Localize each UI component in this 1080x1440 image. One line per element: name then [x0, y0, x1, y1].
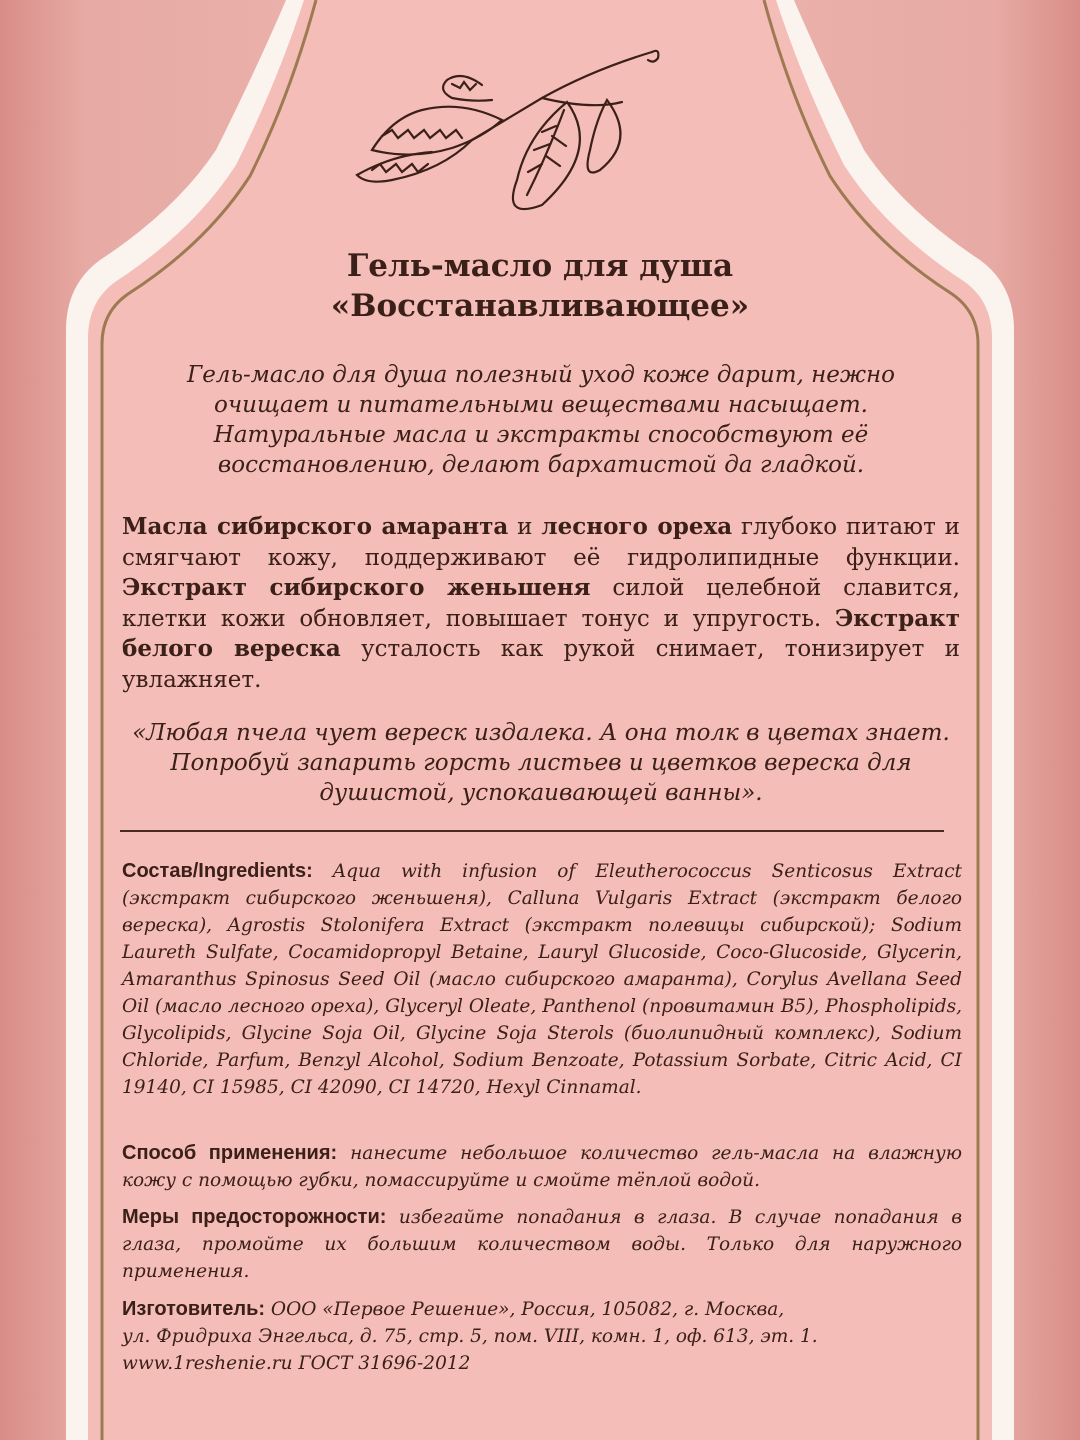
quote-paragraph: «Любая пчела чует вереск издалека. А она толк в цветах знает. Попробуй запарить горсть листьев и цветков вереска для душистой, успокаивающей ванны». — [132, 720, 950, 806]
usage-section — [122, 1140, 962, 1194]
manufacturer-label: Изготовитель: — [122, 1298, 266, 1320]
benefits-paragraph — [122, 512, 960, 695]
benefits-text: глубоко питают и смягчают кожу, поддерживают её гидролипидные функции. — [122, 514, 960, 571]
intro-paragraph: Гель-масло для душа полезный уход коже дарит, нежно очищает и питательными веществами насыщает. Натуральные масла и экстракты способствуют её восстановлению, делают бархатистой да гладкой. — [186, 362, 896, 478]
divider — [120, 830, 944, 832]
manufacturer-line-1 — [122, 1296, 962, 1323]
benefit-ginseng-extract: Экстракт сибирского женьшеня — [122, 574, 591, 601]
benefit-amaranth-oil: Масла сибирского амаранта — [122, 513, 509, 540]
precautions-label: Меры предосторожности: — [122, 1206, 387, 1228]
manufacturer-address-2: ул. Фридриха Энгельса, д. 75, стр. 5, пом. VIII, комн. 1, оф. 613, эт. 1. — [122, 1326, 818, 1347]
usage-text: нанесите небольшое количество гель-масла на влажную кожу с помощью губки, помассируйте и смойте тёплой водой. — [122, 1143, 962, 1191]
manufacturer-address-1: ООО «Первое Решение», Россия, 105082, г. Москва, — [265, 1299, 785, 1320]
benefits-text: усталость как рукой снимает, тонизирует и увлажняет. — [122, 636, 960, 693]
ingredients-label: Состав/Ingredients: — [122, 860, 313, 882]
benefits-text: и — [508, 514, 542, 540]
ingredients-section — [122, 858, 962, 1101]
benefits-text: силой целебной славится, клетки кожи обновляет, повышает тонус и упругость. — [122, 575, 960, 632]
benefit-hazelnut-oil: лесного ореха — [541, 513, 733, 540]
product-subtitle: «Восстанавливающее» — [330, 288, 750, 324]
ingredients-text: Aqua with infusion of Eleutherococcus Senticosus Extract (экстракт сибирского женьшеня), Calluna Vulgaris Extract (экстракт белого вереска), Agrostis Stolonifera Extract (экстракт полевицы сибирской); Sodium Laureth Sulfate, Cocamidopropyl Betaine, Lauryl Glucoside, Coco-Glucoside, Glycerin, Amaranthus Spinosus Seed Oil (масло сибирского амаранта), Corylus Avellana Seed Oil (масло лесного ореха), Glyceryl Oleate, Panthenol (провитамин B5), Phospholipids, Glycolipids, Glycine Soja Oil, Glycine Soja Sterols (биолипидный комплекс), Sodium Chloride, Parfum, Benzyl Alcohol, Sodium Benzoate, Potassium Sorbate, Citric Acid, CI 19140, CI 15985, CI 42090, CI 14720, Hexyl Cinnamal. — [122, 861, 962, 1098]
manufacturer-website-gost: www.1reshenie.ru ГОСТ 31696-2012 — [122, 1353, 471, 1374]
usage-label: Способ применения: — [122, 1142, 338, 1164]
benefit-heather-extract: Экстракт белого вереска — [122, 604, 960, 662]
manufacturer-section — [122, 1296, 962, 1377]
product-title: Гель-масло для душа — [346, 248, 734, 284]
precautions-section — [122, 1204, 962, 1285]
precautions-text: избегайте попадания в глаза. В случае попадания в глаза, промойте их большим количеством воды. Только для наружного применения. — [122, 1207, 962, 1282]
